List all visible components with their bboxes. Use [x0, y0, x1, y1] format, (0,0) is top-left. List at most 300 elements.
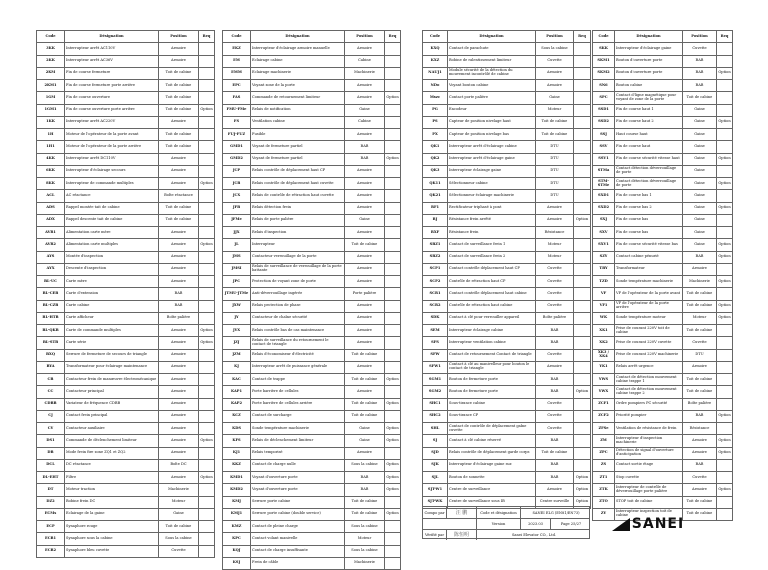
cell-position: Toit de cabine — [345, 239, 385, 251]
table-row — [593, 349, 733, 361]
cell-req — [717, 288, 733, 300]
cell-designation: Eclairage cabine — [251, 55, 345, 67]
cell-code: FUJ-FUZ — [223, 129, 251, 141]
cell-position: Gaine — [159, 508, 199, 520]
cell-code: SSV1 — [593, 153, 615, 165]
table-row — [423, 165, 591, 177]
cell-position: Armoire — [345, 43, 385, 55]
cell-position: Cuvette — [536, 300, 574, 312]
cell-req — [574, 288, 591, 300]
cell-code: KAP2 — [223, 398, 251, 410]
table-row — [37, 239, 215, 251]
cell-designation: Interrupteur arrêt DC110V — [65, 153, 159, 165]
cell-position: Moteur — [536, 239, 574, 251]
table-row — [37, 496, 215, 508]
cell-req — [717, 349, 733, 361]
table-header-row — [593, 31, 733, 43]
cell-code: BL-QKB — [37, 325, 65, 337]
cell-position: Armoire — [536, 67, 574, 79]
cell-designation: Capteur de position nivelage bas — [448, 129, 536, 141]
cell-designation: Voyant d'ouverture porte — [251, 484, 345, 496]
cell-code: BL-STB — [37, 337, 65, 349]
cell-designation: Voyant de fermeture partiel — [251, 153, 345, 165]
table-row — [593, 496, 733, 508]
table-row — [37, 141, 215, 153]
component-table-2 — [222, 30, 401, 570]
cell-code: ZT1 — [593, 472, 615, 484]
table-row — [593, 43, 733, 55]
table-row — [223, 129, 401, 141]
cell-designation: Bouton de sonnette — [448, 472, 536, 484]
cell-req — [574, 227, 591, 239]
cell-position: Cuvette — [683, 43, 717, 55]
header-designation: Désignation — [448, 31, 536, 43]
cell-designation: Transformateur — [615, 263, 683, 275]
cell-code: 2KM — [37, 67, 65, 79]
table-row — [423, 129, 591, 141]
cell-req — [574, 337, 591, 349]
cell-designation: Contact porte palière — [448, 92, 536, 104]
cell-code: JMSI — [223, 263, 251, 275]
cell-designation: Relais contrôle de déplacement garde corps — [448, 447, 536, 459]
cell-position: Armoire — [345, 202, 385, 214]
cell-req — [385, 312, 401, 324]
table-row — [223, 214, 401, 226]
table-row — [423, 104, 591, 116]
cell-code: SCR1 — [423, 288, 448, 300]
cell-code: BYA — [37, 361, 65, 373]
cell-req: Option — [717, 447, 733, 459]
cell-req — [199, 398, 215, 410]
cell-designation: Synaphore rouge — [65, 521, 159, 533]
cell-position: Gaine — [683, 178, 717, 190]
cell-req — [717, 472, 733, 484]
cell-position: Toit de cabine — [683, 374, 717, 386]
cell-position: Armoire — [159, 325, 199, 337]
cell-code: CB — [37, 374, 65, 386]
cell-req — [717, 325, 733, 337]
cell-code: YWS — [593, 374, 615, 386]
cell-designation: Relais protection de phase — [251, 300, 345, 312]
cell-designation: Alimentation carte multiples — [65, 239, 159, 251]
cell-position: DTU — [536, 165, 574, 177]
table-row — [37, 410, 215, 422]
cell-position: Gaine — [683, 129, 717, 141]
cell-req — [199, 361, 215, 373]
table-row — [223, 484, 401, 496]
cell-designation: Commande de retournement limiteur — [251, 92, 345, 104]
cell-code: 1H — [37, 129, 65, 141]
cell-position: Armoire — [159, 116, 199, 128]
table-row — [37, 533, 215, 545]
cell-designation: Serrure de fermeture de secours de triangle — [65, 349, 159, 361]
cell-designation: Fin de course fermeture porte arrière — [65, 80, 159, 92]
compose-label: Compo par — [423, 507, 447, 518]
cell-position: Armoire — [159, 386, 199, 398]
cell-position: Résistance — [683, 423, 717, 435]
cell-designation: Fin de course bas 2 — [615, 202, 683, 214]
cell-position: Cuvette — [536, 276, 574, 288]
cell-designation: Détection de signal d'ouverture d'anticipation — [615, 447, 683, 459]
cell-designation: Interrupteur d'éclairage gaine sur. — [448, 459, 536, 471]
cell-designation: Priorité pompier — [615, 410, 683, 422]
cell-req — [385, 410, 401, 422]
table-row — [223, 67, 401, 79]
cell-position: Gaine — [683, 202, 717, 214]
cell-req — [199, 214, 215, 226]
cell-code: RF1 — [423, 202, 448, 214]
table-row — [223, 459, 401, 471]
cell-code: 2KM1 — [37, 80, 65, 92]
cell-designation: Centre de surveillance sous IB — [448, 496, 536, 508]
cell-designation: Protection de voyant zone de porte — [251, 276, 345, 288]
cell-req — [199, 533, 215, 545]
cell-req — [574, 92, 591, 104]
cell-position: Armoire — [159, 276, 199, 288]
cell-designation: Contact de contrôle de déplacement gaîne cuvette — [448, 423, 536, 435]
cell-code: WK — [593, 312, 615, 324]
cell-code: EKZ — [223, 43, 251, 55]
cell-code: SSJ — [593, 129, 615, 141]
cell-position: BAB — [345, 484, 385, 496]
table-row — [423, 374, 591, 386]
cell-req — [199, 423, 215, 435]
cell-req: Option — [717, 276, 733, 288]
cell-designation: Relais d'économiseur d'électricité — [251, 349, 345, 361]
cell-code: ADX — [37, 214, 65, 226]
cell-position: Moteur — [345, 533, 385, 545]
cell-code: AVR1 — [37, 227, 65, 239]
cell-position: Gaine — [683, 141, 717, 153]
cell-designation: Contacteur de chaîne sécurité — [251, 312, 345, 324]
cell-code: CY — [37, 423, 65, 435]
cell-designation: Sonde température machinerie — [251, 423, 345, 435]
cell-code: JFMe — [223, 214, 251, 226]
cell-position: Armoire — [159, 239, 199, 251]
table-row — [37, 484, 215, 496]
table-row — [593, 178, 733, 190]
cell-code: SJD — [423, 447, 448, 459]
table-row — [223, 165, 401, 177]
cell-req — [199, 67, 215, 79]
cell-designation: Filtre — [65, 472, 159, 484]
cell-position: Sous la cabine — [345, 459, 385, 471]
table-row — [593, 459, 733, 471]
table-row — [223, 178, 401, 190]
table-row — [37, 165, 215, 177]
cell-code: SXV1 — [593, 239, 615, 251]
cell-req: Option — [717, 239, 733, 251]
table-row — [223, 251, 401, 263]
header-code: Code — [423, 31, 448, 43]
cell-position: BAB — [159, 300, 199, 312]
cell-req — [717, 459, 733, 471]
table-block-2 — [222, 30, 401, 570]
cell-code: DL-EHT — [37, 472, 65, 484]
cell-code: QK11 — [423, 178, 448, 190]
cell-code: QK1 — [423, 141, 448, 153]
cell-req: Option — [385, 374, 401, 386]
cell-code: STMa — [593, 165, 615, 177]
cell-code: KMZ — [223, 521, 251, 533]
cell-code: XK2 — [593, 337, 615, 349]
cell-req — [199, 300, 215, 312]
table-row — [37, 104, 215, 116]
cell-position: Boîte palière — [159, 312, 199, 324]
cell-designation: Contact à clé au manivelleur pour bouton le contact de triangle — [448, 361, 536, 373]
cell-position: BAB — [683, 80, 717, 92]
cell-designation: Variateur de fréquence CDBB — [65, 398, 159, 410]
cell-code: SFS — [423, 337, 448, 349]
cell-position: Armoire — [159, 43, 199, 55]
cell-position: Toit de cabine — [159, 129, 199, 141]
cell-code: YWX — [593, 386, 615, 398]
cell-position: Armoire — [159, 165, 199, 177]
cell-designation: Relais de déclenchement limiteur — [251, 435, 345, 447]
cell-designation: Interrupteur d'éclairage secours — [65, 165, 159, 177]
cell-req: Option — [717, 435, 733, 447]
table-block-4 — [592, 30, 733, 521]
cell-req — [199, 484, 215, 496]
cell-code: NDo — [423, 80, 448, 92]
cell-position: Toit de cabine — [345, 398, 385, 410]
cell-req — [574, 251, 591, 263]
table-row — [223, 80, 401, 92]
cell-code: SSD2 — [593, 116, 615, 128]
table-row — [593, 263, 733, 275]
table-row — [423, 80, 591, 92]
cell-code: SKK — [593, 43, 615, 55]
table-row — [423, 214, 591, 226]
cell-designation: Contact de trappe — [251, 374, 345, 386]
cell-designation: Descente d'inspection — [65, 263, 159, 275]
cell-position: Toit de cabine — [345, 374, 385, 386]
cell-position: Toit de cabine — [683, 325, 717, 337]
table-row — [593, 423, 733, 435]
cell-designation: Sélectionneur éclairage machinerie — [448, 190, 536, 202]
cell-position: BAB — [536, 374, 574, 386]
verify-label: Vérifié par — [423, 529, 447, 540]
cell-position: Toit de cabine — [683, 288, 717, 300]
cell-req: Option — [574, 496, 591, 508]
cell-position: Gaine — [536, 92, 574, 104]
cell-position: Toit de cabine — [159, 214, 199, 226]
cell-req — [717, 55, 733, 67]
cell-designation: Bouton d'ouverture porte — [615, 55, 683, 67]
cell-position: DTU — [536, 178, 574, 190]
cell-req: Option — [574, 484, 591, 496]
cell-designation: Mode frein fire zone ZQ1 et ZQ2 — [65, 447, 159, 459]
header-designation: Désignation — [65, 31, 159, 43]
cell-position: Toit de cabine — [345, 349, 385, 361]
cell-designation: Relais arrêt urgence — [615, 361, 683, 373]
table-row — [593, 239, 733, 251]
table-row — [37, 92, 215, 104]
cell-position: Armoire — [536, 361, 574, 373]
cell-code: JJX — [223, 227, 251, 239]
cell-code: KQJ — [223, 545, 251, 557]
table-block-3 — [422, 30, 591, 509]
table-row — [423, 312, 591, 324]
cell-position: Résistance — [536, 227, 574, 239]
cell-designation: Relais détection frein — [251, 202, 345, 214]
table-row — [37, 80, 215, 92]
cell-req — [385, 349, 401, 361]
cell-req — [385, 337, 401, 349]
cell-req — [199, 276, 215, 288]
table-row — [223, 521, 401, 533]
cell-designation: Relais contrôle de déplacement haut CP — [251, 165, 345, 177]
cell-designation: Relais de porte palière — [251, 214, 345, 226]
cell-designation: Interrupteur éclairage gaine — [448, 165, 536, 177]
component-table-1 — [36, 30, 215, 558]
cell-req — [385, 325, 401, 337]
cell-code: FS — [223, 116, 251, 128]
cell-position: Armoire — [159, 178, 199, 190]
cell-designation: Rappel descente tait de cabine — [65, 214, 159, 226]
cell-req — [385, 496, 401, 508]
cell-designation: Carte série — [65, 337, 159, 349]
cell-req — [385, 214, 401, 226]
table-row — [37, 508, 215, 520]
cell-designation: Relais de notification — [251, 104, 345, 116]
cell-position: Machinerie — [345, 67, 385, 79]
cell-code: ZCF2 — [593, 410, 615, 422]
cell-position: Armoire — [345, 300, 385, 312]
cell-code: Mxzc — [423, 92, 448, 104]
cell-designation: Haut course haut — [615, 129, 683, 141]
cell-code: KPC — [223, 533, 251, 545]
cell-req: Option — [717, 484, 733, 496]
cell-designation: Contact à clé cabine réservé — [448, 435, 536, 447]
cell-code: DZ2 — [37, 496, 65, 508]
cell-position: BAB — [345, 141, 385, 153]
cell-req: Option — [385, 398, 401, 410]
table-row — [593, 410, 733, 422]
cell-code: JL — [223, 239, 251, 251]
table-row — [223, 423, 401, 435]
cell-code: SJT-W1 — [423, 484, 448, 496]
cell-position: Toit de cabine — [159, 141, 199, 153]
cell-code: RJ — [423, 214, 448, 226]
cell-designation: Encodeur — [448, 104, 536, 116]
cell-designation: Contacteur principal — [65, 386, 159, 398]
cell-designation: Bobine frein DC — [65, 496, 159, 508]
table-row — [223, 239, 401, 251]
cell-code: KMJ — [223, 496, 251, 508]
cell-position: Armoire — [345, 312, 385, 324]
table-row — [223, 227, 401, 239]
cell-code: FAS — [223, 92, 251, 104]
cell-code: SZY — [593, 251, 615, 263]
cell-designation: Relais contrôle bas de cas maintenance — [251, 325, 345, 337]
cell-req — [385, 67, 401, 79]
table-row — [37, 386, 215, 398]
table-row — [223, 545, 401, 557]
cell-code: TZD — [593, 276, 615, 288]
cell-position: BAB — [683, 410, 717, 422]
cell-req: Option — [199, 337, 215, 349]
table-row — [423, 67, 591, 79]
cell-req — [717, 508, 733, 520]
cell-code: ACL — [37, 190, 65, 202]
table-header-row — [37, 31, 215, 43]
cell-designation: Stop cuvette — [615, 472, 683, 484]
table-row — [423, 484, 591, 496]
table-row — [423, 472, 591, 484]
table-row — [223, 263, 401, 275]
cell-code: SN6 — [593, 80, 615, 92]
cell-position: Armoire — [159, 337, 199, 349]
cell-designation: Fin de course bas — [615, 227, 683, 239]
cell-position: BAB — [536, 386, 574, 398]
cell-position: Toit de cabine — [159, 80, 199, 92]
cell-position: Cabine — [345, 116, 385, 128]
cell-req: Option — [717, 300, 733, 312]
cell-position: Toit de cabine — [159, 521, 199, 533]
cell-designation: Interrupteur ventilation cabine — [448, 337, 536, 349]
cell-code: SGM1 — [423, 374, 448, 386]
table-row — [37, 214, 215, 226]
header-code: Code — [223, 31, 251, 43]
cell-code: KXQ — [423, 43, 448, 55]
cell-designation: Résistance frein arrêté — [448, 214, 536, 226]
cell-designation: Eclairage de la gaine — [65, 508, 159, 520]
cell-designation: Sonde température machinerie — [615, 276, 683, 288]
cell-req — [574, 447, 591, 459]
cell-position: Cuvette — [683, 337, 717, 349]
cell-designation: Capteur de position nivelage haut — [448, 116, 536, 128]
triangle-icon — [610, 516, 632, 532]
cell-code: TBY — [593, 263, 615, 275]
table-row — [593, 398, 733, 410]
table-row — [37, 337, 215, 349]
header-code: Code — [37, 31, 65, 43]
cell-code: AYS — [37, 251, 65, 263]
cell-position: Sous la cabine — [345, 521, 385, 533]
cell-designation: Synaphore bleu cuvette — [65, 545, 159, 557]
cell-position: Gaine — [683, 227, 717, 239]
cell-designation: Contact contrôle déplacement haut CP — [448, 263, 536, 275]
cell-req — [574, 43, 591, 55]
cell-position: Machinerie — [345, 557, 385, 569]
cell-req — [199, 165, 215, 177]
cell-code: VF1 — [593, 300, 615, 312]
cell-position: Gaine — [683, 116, 717, 128]
cell-code: ZTO — [593, 496, 615, 508]
table-row — [223, 361, 401, 373]
table-row — [423, 325, 591, 337]
cell-designation: Bobine de ralentissement limiteur — [448, 55, 536, 67]
table-row — [37, 263, 215, 275]
table-row — [593, 251, 733, 263]
cell-req — [574, 435, 591, 447]
cell-req: Option — [199, 178, 215, 190]
cell-position: BAB — [345, 472, 385, 484]
table-row — [423, 423, 591, 435]
cell-position: BAB — [536, 325, 574, 337]
cell-designation: Contrôle de rétraction haut CP — [448, 276, 536, 288]
cell-position: Armoire — [345, 80, 385, 92]
table-header-row — [223, 31, 401, 43]
cell-position: Armoire — [159, 398, 199, 410]
cell-designation: Relais de surveillance de verrouillage de la porte battante — [251, 263, 345, 275]
cell-position: Armoire — [159, 55, 199, 67]
cell-position: Sous la cabine — [345, 545, 385, 557]
cell-code: KMJ1 — [223, 508, 251, 520]
table-row — [37, 55, 215, 67]
cell-code: DT — [37, 484, 65, 496]
